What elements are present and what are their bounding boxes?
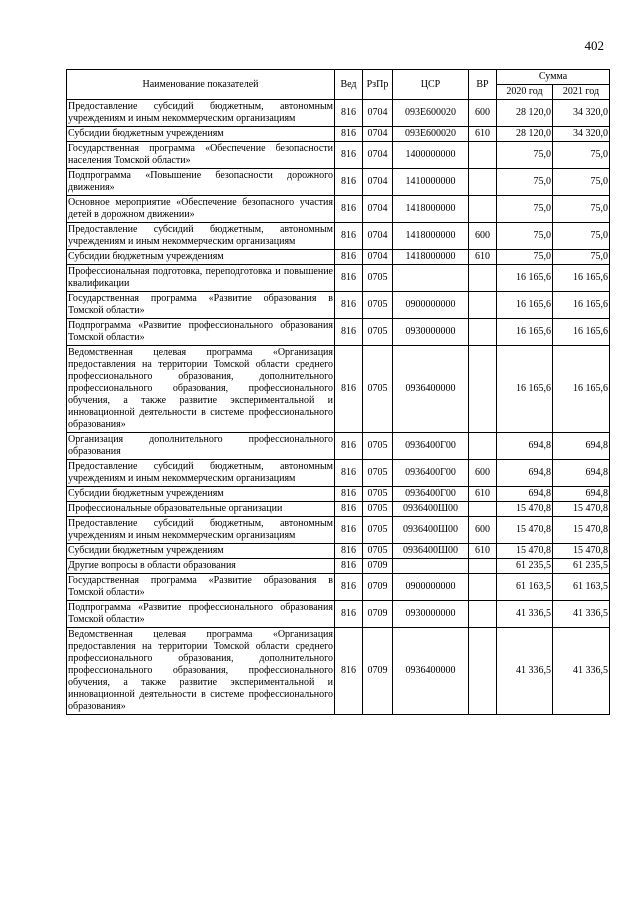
cell-y2021: 34 320,0 [553, 100, 610, 127]
cell-name: Предоставление субсидий бюджетным, автономным учреждениям и иным некоммерческим организациям [67, 517, 335, 544]
cell-ved: 816 [335, 544, 363, 559]
cell-y2020: 16 165,6 [497, 319, 553, 346]
cell-csr: 1418000000 [393, 196, 469, 223]
cell-ved: 816 [335, 433, 363, 460]
header-2020: 2020 год [497, 85, 553, 100]
cell-csr: 0936400Ш00 [393, 517, 469, 544]
cell-csr: 093E600020 [393, 127, 469, 142]
cell-vr [469, 319, 497, 346]
cell-y2021: 15 470,8 [553, 517, 610, 544]
cell-y2020: 75,0 [497, 223, 553, 250]
cell-ved: 816 [335, 628, 363, 715]
cell-name: Субсидии бюджетным учреждениям [67, 544, 335, 559]
cell-name: Субсидии бюджетным учреждениям [67, 250, 335, 265]
cell-csr: 0936400Ш00 [393, 544, 469, 559]
cell-ved: 816 [335, 517, 363, 544]
table-row [67, 487, 610, 502]
cell-name: Профессиональные образовательные организации [67, 502, 335, 517]
cell-ved: 816 [335, 100, 363, 127]
cell-y2021: 694,8 [553, 487, 610, 502]
cell-y2020: 15 470,8 [497, 517, 553, 544]
cell-vr [469, 196, 497, 223]
cell-y2021: 75,0 [553, 142, 610, 169]
cell-y2021: 694,8 [553, 460, 610, 487]
table-row [67, 517, 610, 544]
cell-y2020: 75,0 [497, 142, 553, 169]
cell-rzpr: 0705 [363, 460, 393, 487]
header-sum: Сумма [497, 70, 610, 85]
cell-vr [469, 601, 497, 628]
cell-y2021: 15 470,8 [553, 544, 610, 559]
cell-rzpr: 0705 [363, 502, 393, 517]
cell-y2020: 41 336,5 [497, 628, 553, 715]
cell-rzpr: 0709 [363, 628, 393, 715]
cell-ved: 816 [335, 460, 363, 487]
cell-name: Профессиональная подготовка, переподготовка и повышение квалификации [67, 265, 335, 292]
cell-rzpr: 0705 [363, 319, 393, 346]
cell-name: Государственная программа «Развитие образования в Томской области» [67, 292, 335, 319]
cell-name: Предоставление субсидий бюджетным, автономным учреждениям и иным некоммерческим организациям [67, 460, 335, 487]
cell-rzpr: 0704 [363, 100, 393, 127]
cell-vr: 600 [469, 460, 497, 487]
cell-name: Подпрограмма «Развитие профессионального образования Томской области» [67, 319, 335, 346]
cell-rzpr: 0704 [363, 196, 393, 223]
cell-ved: 816 [335, 142, 363, 169]
cell-vr [469, 292, 497, 319]
cell-rzpr: 0705 [363, 517, 393, 544]
cell-y2020: 61 235,5 [497, 559, 553, 574]
table-row [67, 601, 610, 628]
cell-rzpr: 0709 [363, 601, 393, 628]
table-body [67, 100, 610, 715]
cell-name: Организация дополнительного профессионального образования [67, 433, 335, 460]
cell-vr [469, 346, 497, 433]
cell-y2021: 61 163,5 [553, 574, 610, 601]
cell-vr [469, 559, 497, 574]
cell-y2020: 15 470,8 [497, 544, 553, 559]
cell-y2020: 15 470,8 [497, 502, 553, 517]
table-row [67, 127, 610, 142]
cell-ved: 816 [335, 601, 363, 628]
cell-y2020: 41 336,5 [497, 601, 553, 628]
cell-ved: 816 [335, 250, 363, 265]
cell-rzpr: 0705 [363, 433, 393, 460]
cell-ved: 816 [335, 265, 363, 292]
cell-vr [469, 142, 497, 169]
cell-y2021: 694,8 [553, 433, 610, 460]
cell-rzpr: 0705 [363, 487, 393, 502]
cell-name: Государственная программа «Развитие образования в Томской области» [67, 574, 335, 601]
cell-y2020: 75,0 [497, 250, 553, 265]
cell-csr: 0930000000 [393, 601, 469, 628]
cell-y2020: 16 165,6 [497, 292, 553, 319]
table-row [67, 196, 610, 223]
cell-y2021: 16 165,6 [553, 265, 610, 292]
cell-y2021: 75,0 [553, 250, 610, 265]
cell-vr [469, 628, 497, 715]
cell-rzpr: 0704 [363, 127, 393, 142]
cell-vr: 610 [469, 250, 497, 265]
table-row [67, 223, 610, 250]
table-row [67, 574, 610, 601]
table-row [67, 559, 610, 574]
table-row [67, 100, 610, 127]
cell-csr: 1410000000 [393, 169, 469, 196]
table-row [67, 544, 610, 559]
cell-rzpr: 0704 [363, 223, 393, 250]
cell-csr: 1418000000 [393, 223, 469, 250]
cell-name: Подпрограмма «Повышение безопасности дорожного движения» [67, 169, 335, 196]
cell-y2020: 75,0 [497, 196, 553, 223]
cell-csr: 0936400Г00 [393, 487, 469, 502]
cell-y2020: 694,8 [497, 487, 553, 502]
table-row [67, 319, 610, 346]
table-row [67, 460, 610, 487]
cell-csr: 0936400Ш00 [393, 502, 469, 517]
cell-name: Предоставление субсидий бюджетным, автономным учреждениям и иным некоммерческим организациям [67, 223, 335, 250]
cell-vr [469, 574, 497, 601]
table-row [67, 502, 610, 517]
cell-name: Другие вопросы в области образования [67, 559, 335, 574]
cell-vr: 610 [469, 544, 497, 559]
cell-csr: 0900000000 [393, 292, 469, 319]
header-name: Наименование показателей [67, 70, 335, 100]
cell-y2020: 28 120,0 [497, 127, 553, 142]
cell-ved: 816 [335, 574, 363, 601]
cell-rzpr: 0705 [363, 544, 393, 559]
table-row [67, 250, 610, 265]
cell-name: Ведомственная целевая программа «Организация предоставления на территории Томской области среднего профессионального образования, дополнительного профессионального образования, профессионального обучения, а также развитие экспериментальной и инновационной деятельности в системе профессионального образования» [67, 628, 335, 715]
header-vr: ВР [469, 70, 497, 100]
page-number: 402 [584, 38, 604, 53]
cell-csr: 0936400Г00 [393, 460, 469, 487]
cell-vr: 600 [469, 517, 497, 544]
cell-y2021: 75,0 [553, 169, 610, 196]
cell-y2021: 15 470,8 [553, 502, 610, 517]
cell-csr: 0900000000 [393, 574, 469, 601]
cell-rzpr: 0704 [363, 142, 393, 169]
cell-y2020: 16 165,6 [497, 265, 553, 292]
cell-vr: 600 [469, 223, 497, 250]
table-row [67, 292, 610, 319]
cell-ved: 816 [335, 346, 363, 433]
cell-csr: 0936400000 [393, 628, 469, 715]
cell-y2021: 41 336,5 [553, 628, 610, 715]
cell-rzpr: 0705 [363, 265, 393, 292]
cell-ved: 816 [335, 196, 363, 223]
cell-rzpr: 0709 [363, 574, 393, 601]
cell-csr [393, 265, 469, 292]
cell-rzpr: 0705 [363, 292, 393, 319]
cell-vr: 610 [469, 487, 497, 502]
cell-vr: 600 [469, 100, 497, 127]
cell-name: Предоставление субсидий бюджетным, автономным учреждениям и иным некоммерческим организациям [67, 100, 335, 127]
cell-y2021: 75,0 [553, 196, 610, 223]
cell-y2020: 61 163,5 [497, 574, 553, 601]
cell-ved: 816 [335, 292, 363, 319]
cell-y2020: 75,0 [497, 169, 553, 196]
cell-rzpr: 0704 [363, 169, 393, 196]
cell-y2020: 16 165,6 [497, 346, 553, 433]
cell-y2021: 34 320,0 [553, 127, 610, 142]
cell-y2020: 694,8 [497, 460, 553, 487]
cell-vr [469, 169, 497, 196]
budget-table [66, 69, 610, 715]
cell-name: Субсидии бюджетным учреждениям [67, 127, 335, 142]
cell-vr: 610 [469, 127, 497, 142]
cell-y2021: 41 336,5 [553, 601, 610, 628]
cell-name: Подпрограмма «Развитие профессионального образования Томской области» [67, 601, 335, 628]
cell-csr: 1400000000 [393, 142, 469, 169]
cell-y2020: 28 120,0 [497, 100, 553, 127]
cell-name: Ведомственная целевая программа «Организация предоставления на территории Томской области среднего профессионального образования, дополнительного профессионального образования, профессионального обучения, а также развитие экспериментальной и инновационной деятельности в системе профессионального образования» [67, 346, 335, 433]
cell-ved: 816 [335, 559, 363, 574]
cell-y2021: 61 235,5 [553, 559, 610, 574]
table-row [67, 142, 610, 169]
cell-rzpr: 0704 [363, 250, 393, 265]
cell-csr: 0930000000 [393, 319, 469, 346]
table-row [67, 346, 610, 433]
table-row [67, 265, 610, 292]
header-ved: Вед [335, 70, 363, 100]
cell-y2020: 694,8 [497, 433, 553, 460]
cell-vr [469, 433, 497, 460]
table-row [67, 628, 610, 715]
cell-vr [469, 502, 497, 517]
header-2021: 2021 год [553, 85, 610, 100]
cell-y2021: 16 165,6 [553, 319, 610, 346]
cell-vr [469, 265, 497, 292]
cell-ved: 816 [335, 127, 363, 142]
cell-name: Основное мероприятие «Обеспечение безопасного участия детей в дорожном движении» [67, 196, 335, 223]
header-row [67, 70, 610, 85]
cell-rzpr: 0709 [363, 559, 393, 574]
cell-ved: 816 [335, 319, 363, 346]
header-csr: ЦСР [393, 70, 469, 100]
cell-csr: 0936400000 [393, 346, 469, 433]
cell-rzpr: 0705 [363, 346, 393, 433]
cell-ved: 816 [335, 169, 363, 196]
cell-csr: 093E600020 [393, 100, 469, 127]
cell-ved: 816 [335, 487, 363, 502]
table-row [67, 169, 610, 196]
cell-y2021: 16 165,6 [553, 346, 610, 433]
cell-ved: 816 [335, 502, 363, 517]
cell-name: Государственная программа «Обеспечение безопасности населения Томской области» [67, 142, 335, 169]
table-row [67, 433, 610, 460]
cell-y2021: 16 165,6 [553, 292, 610, 319]
cell-y2021: 75,0 [553, 223, 610, 250]
cell-name: Субсидии бюджетным учреждениям [67, 487, 335, 502]
header-rzpr: РзПр [363, 70, 393, 100]
cell-csr: 1418000000 [393, 250, 469, 265]
cell-csr: 0936400Г00 [393, 433, 469, 460]
cell-ved: 816 [335, 223, 363, 250]
cell-csr [393, 559, 469, 574]
